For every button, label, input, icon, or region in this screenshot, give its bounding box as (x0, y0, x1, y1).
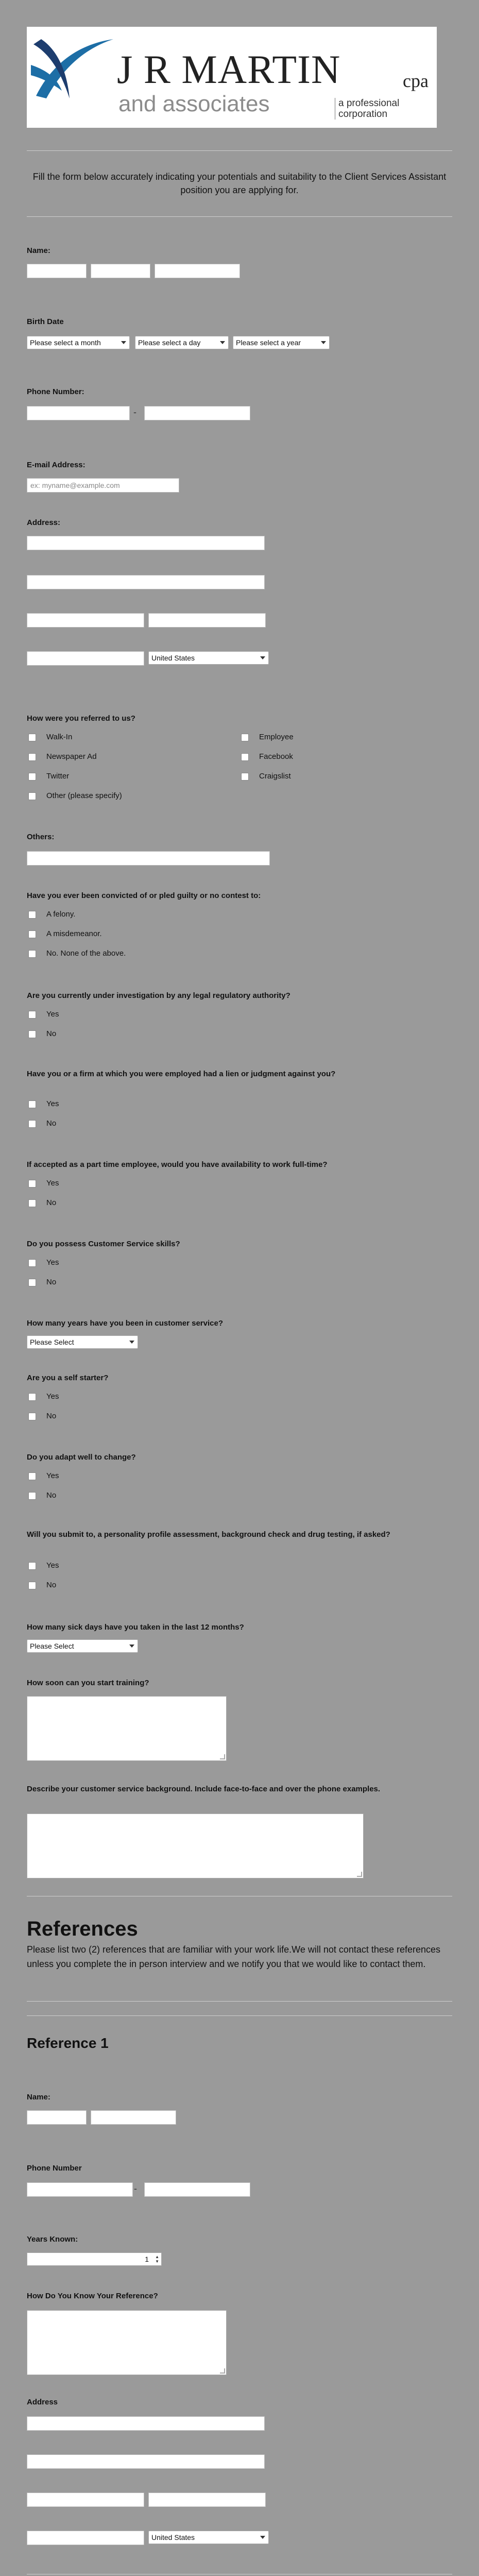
self-starter-yes-checkbox[interactable] (28, 1393, 36, 1401)
referred-walkin-checkbox[interactable] (28, 734, 36, 741)
name-prefix-input[interactable] (27, 264, 87, 278)
referred-craigslist-label: Craigslist (259, 772, 291, 781)
spinner-arrows-icon[interactable]: ▲ ▼ (155, 2255, 159, 2264)
self-starter-label: Are you a self starter? (27, 1374, 109, 1382)
lien-yes-label: Yes (46, 1099, 59, 1108)
convicted-misdemeanor-label: A misdemeanor. (46, 929, 102, 938)
address-label: Address: (27, 518, 61, 527)
last-name-input[interactable] (155, 264, 240, 278)
referred-other-label: Other (please specify) (46, 791, 122, 800)
name-label: Name: (27, 246, 50, 255)
birth-year-select[interactable]: Please select a year (233, 336, 330, 349)
convicted-felony-checkbox[interactable] (28, 911, 36, 919)
self-starter-no-label: No (46, 1412, 57, 1420)
fulltime-yes-checkbox[interactable] (28, 1180, 36, 1188)
ref1-address-label: Address (27, 2398, 58, 2406)
state-input[interactable] (148, 613, 266, 628)
company-logo (27, 27, 437, 128)
self-starter-no-checkbox[interactable] (28, 1413, 36, 1420)
lien-yes-checkbox[interactable] (28, 1100, 36, 1108)
email-input[interactable]: ex: myname@example.com (27, 478, 179, 493)
phone-label: Phone Number: (27, 387, 84, 396)
country-select[interactable]: United States (148, 651, 269, 665)
convicted-none-checkbox[interactable] (28, 950, 36, 958)
logo-suffix: cpa (403, 71, 429, 91)
phone-area-input[interactable] (27, 406, 130, 420)
cs-skills-yes-label: Yes (46, 1258, 59, 1267)
referred-walkin-label: Walk-In (46, 733, 73, 741)
divider (27, 2001, 452, 2002)
ref1-country-select[interactable]: United States (148, 2531, 269, 2544)
swoosh-logo-icon (31, 34, 118, 101)
referred-facebook-label: Facebook (259, 752, 293, 761)
references-text: Please list two (2) references that are familiar with your work life.We will not contact these references unless you complete the in person interview and we notify you that we would like to contact them. (27, 1944, 440, 1969)
intro-text: Fill the form below accurately indicating your potentials and suitability to the Client Services Assistant position you are applying for. (32, 172, 447, 195)
years-cs-select[interactable]: Please Select (27, 1335, 138, 1349)
ref1-state-input[interactable] (148, 2493, 266, 2507)
street-address-input[interactable] (27, 536, 265, 550)
ref1-street-line2-input[interactable] (27, 2454, 265, 2469)
background-label: Describe your customer service background. Include face-to-face and over the phone examples. (27, 1785, 381, 1793)
adapt-label: Do you adapt well to change? (27, 1453, 136, 1462)
cs-skills-no-label: No (46, 1278, 57, 1286)
adapt-no-checkbox[interactable] (28, 1492, 36, 1500)
referred-twitter-checkbox[interactable] (28, 773, 36, 781)
ref1-phone-label: Phone Number (27, 2164, 82, 2173)
referred-label: How were you referred to us? (27, 714, 135, 723)
ref1-phone-separator: - (134, 2183, 137, 2194)
logo-tagline: and associates (118, 91, 270, 116)
assessment-no-label: No (46, 1581, 57, 1589)
adapt-yes-label: Yes (46, 1471, 59, 1480)
lien-no-label: No (46, 1119, 57, 1128)
cs-skills-no-checkbox[interactable] (28, 1279, 36, 1286)
ref1-first-name-input[interactable] (27, 2110, 87, 2125)
ref1-years-label: Years Known: (27, 2235, 78, 2244)
email-label: E-mail Address: (27, 461, 85, 469)
birth-date-label: Birth Date (27, 317, 64, 326)
investigation-no-label: No (46, 1029, 57, 1038)
self-starter-yes-label: Yes (46, 1392, 59, 1401)
convicted-misdemeanor-checkbox[interactable] (28, 930, 36, 938)
ref1-street-input[interactable] (27, 2416, 265, 2431)
adapt-no-label: No (46, 1491, 57, 1500)
logo-descriptor-line1: a professional (338, 98, 400, 109)
years-cs-label: How many years have you been in customer service? (27, 1319, 223, 1328)
ref1-years-value: 1 (145, 2255, 149, 2263)
fulltime-label: If accepted as a part time employee, would you have availability to work full-time? (27, 1160, 328, 1169)
assessment-yes-checkbox[interactable] (28, 1562, 36, 1570)
investigation-yes-checkbox[interactable] (28, 1011, 36, 1019)
investigation-label: Are you currently under investigation by any legal regulatory authority? (27, 991, 290, 1000)
references-heading: References (27, 1918, 138, 1940)
referred-facebook-checkbox[interactable] (241, 753, 249, 761)
referred-employee-checkbox[interactable] (241, 734, 249, 741)
birth-month-select[interactable]: Please select a month (27, 336, 130, 349)
assessment-yes-label: Yes (46, 1561, 59, 1570)
ref1-name-label: Name: (27, 2093, 50, 2102)
logo-name: J R MARTIN (117, 47, 341, 92)
birth-day-select[interactable]: Please select a day (135, 336, 229, 349)
city-input[interactable] (27, 613, 144, 628)
first-name-input[interactable] (91, 264, 150, 278)
postal-code-input[interactable] (27, 651, 144, 666)
street-address-line2-input[interactable] (27, 575, 265, 589)
divider (27, 2015, 452, 2016)
logo-descriptor-line2: corporation (338, 109, 388, 120)
convicted-felony-label: A felony. (46, 910, 76, 919)
sick-days-label: How many sick days have you taken in the last 12 months? (27, 1623, 244, 1632)
background-textarea[interactable] (27, 1814, 364, 1878)
reference1-heading: Reference 1 (27, 2035, 109, 2051)
training-label: How soon can you start training? (27, 1679, 149, 1687)
referred-newspaper-checkbox[interactable] (28, 753, 36, 761)
ref1-know-label: How Do You Know Your Reference? (27, 2292, 158, 2300)
divider (27, 150, 452, 151)
referred-newspaper-label: Newspaper Ad (46, 752, 97, 761)
cs-skills-yes-checkbox[interactable] (28, 1259, 36, 1267)
adapt-yes-checkbox[interactable] (28, 1472, 36, 1480)
referred-employee-label: Employee (259, 733, 294, 741)
phone-number-input[interactable] (144, 406, 250, 420)
training-textarea[interactable] (27, 1696, 227, 1761)
ref1-city-input[interactable] (27, 2493, 144, 2507)
ref1-years-spinner[interactable] (27, 2252, 162, 2266)
fulltime-no-label: No (46, 1198, 57, 1207)
referred-craigslist-checkbox[interactable] (241, 773, 249, 781)
investigation-yes-label: Yes (46, 1010, 59, 1019)
others-input[interactable] (27, 851, 270, 866)
convicted-none-label: No. None of the above. (46, 949, 126, 958)
lien-label: Have you or a firm at which you were employed had a lien or judgment against you? (27, 1070, 336, 1078)
lien-no-checkbox[interactable] (28, 1120, 36, 1128)
ref1-phone-number-input[interactable] (144, 2182, 250, 2197)
sick-days-select[interactable]: Please Select (27, 1639, 138, 1653)
referred-other-checkbox[interactable] (28, 792, 36, 800)
divider (27, 216, 452, 217)
ref1-phone-area-input[interactable] (27, 2182, 133, 2197)
ref1-postal-input[interactable] (27, 2531, 144, 2545)
logo-descriptor (335, 98, 399, 120)
assessment-label: Will you submit to, a personality profile assessment, background check and drug testing, if asked? (27, 1530, 390, 1539)
referred-twitter-label: Twitter (46, 772, 70, 781)
others-label: Others: (27, 833, 55, 841)
cs-skills-label: Do you possess Customer Service skills? (27, 1240, 180, 1248)
convicted-label: Have you ever been convicted of or pled guilty or no contest to: (27, 891, 261, 900)
assessment-no-checkbox[interactable] (28, 1582, 36, 1589)
fulltime-no-checkbox[interactable] (28, 1199, 36, 1207)
ref1-know-textarea[interactable] (27, 2310, 227, 2375)
investigation-no-checkbox[interactable] (28, 1030, 36, 1038)
ref1-last-name-input[interactable] (91, 2110, 176, 2125)
fulltime-yes-label: Yes (46, 1179, 59, 1188)
phone-separator: - (133, 407, 136, 417)
